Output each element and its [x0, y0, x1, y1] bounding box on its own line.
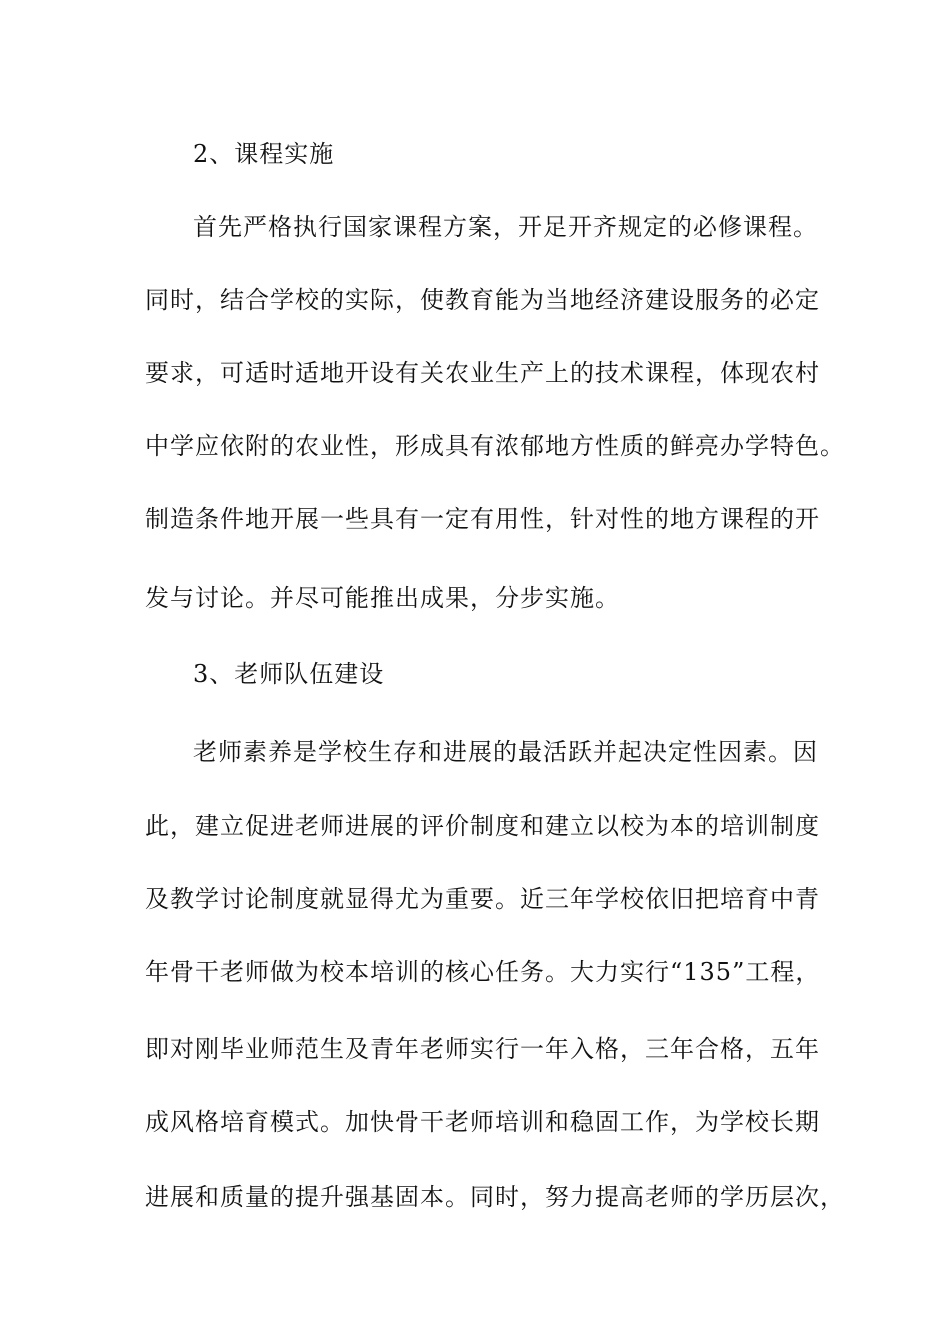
- paragraph-line: 制造条件地开展一些具有一定有用性，针对性的地方课程的开: [145, 505, 820, 533]
- paragraph-line: 年骨干老师做为校本培训的核心任务。大力实行“135”工程，: [145, 958, 821, 986]
- paragraph-line: 此，建立促进老师进展的评价制度和建立以校为本的培训制度: [145, 812, 820, 840]
- paragraph-line: 同时，结合学校的实际，使教育能为当地经济建设服务的必定: [145, 286, 820, 314]
- paragraph-line: 首先严格执行国家课程方案，开足开齐规定的必修课程。: [193, 213, 818, 241]
- paragraph-line: 进展和质量的提升强基固本。同时，努力提高老师的学历层次，: [145, 1183, 845, 1211]
- paragraph-line: 即对刚毕业师范生及青年老师实行一年入格，三年合格，五年: [145, 1035, 820, 1063]
- paragraph-line: 及教学讨论制度就显得尤为重要。近三年学校依旧把培育中青: [145, 885, 820, 913]
- paragraph-line: 中学应依附的农业性，形成具有浓郁地方性质的鲜亮办学特色。: [145, 432, 845, 460]
- section-heading-curriculum: 2、课程实施: [193, 140, 335, 168]
- section-heading-teachers: 3、老师队伍建设: [193, 660, 385, 688]
- paragraph-line: 老师素养是学校生存和进展的最活跃并起决定性因素。因: [193, 738, 818, 766]
- paragraph-line: 成风格培育模式。加快骨干老师培训和稳固工作，为学校长期: [145, 1108, 820, 1136]
- paragraph-line: 发与讨论。并尽可能推出成果，分步实施。: [145, 584, 620, 612]
- paragraph-line: 要求，可适时适地开设有关农业生产上的技术课程，体现农村: [145, 359, 820, 387]
